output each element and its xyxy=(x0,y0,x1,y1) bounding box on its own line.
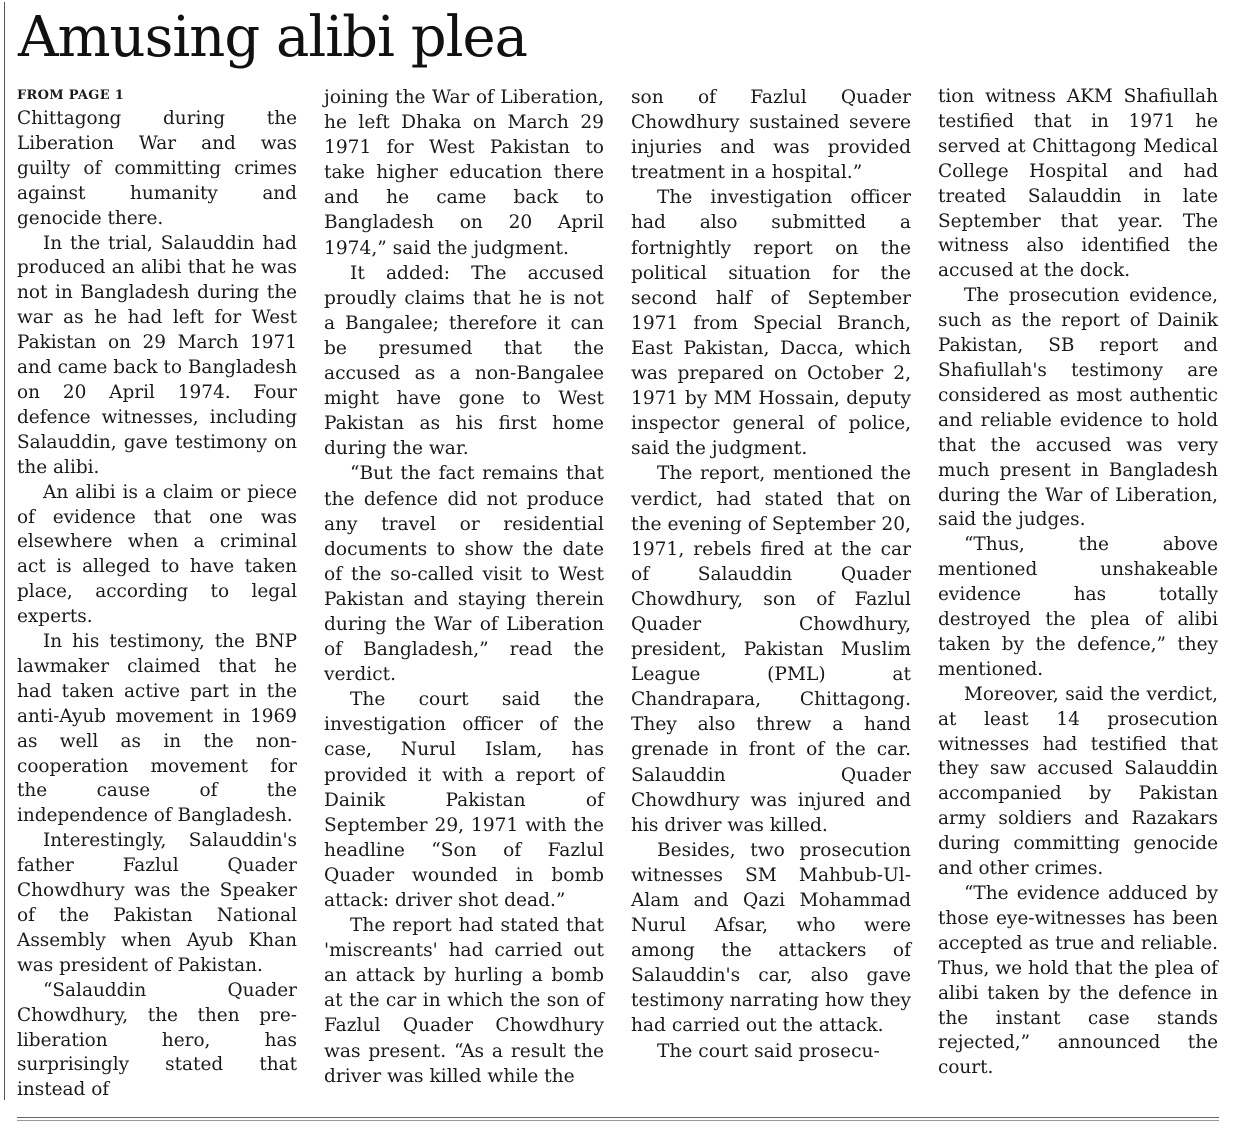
paragraph: The prosecution evidence, such as the report of Dainik Pakistan, SB report and Shafiullah's testimony are considered as most authentic and reliable evidence to hold that the accused was very much present in Bangladesh during the War of Liberation, said the judges. xyxy=(938,285,1218,531)
bottom-rule xyxy=(17,1120,1219,1121)
paragraph: tion witness AKM Shafiullah testified that in 1971 he served at Chittagong Medical College Hospital and had treated Salauddin in late September that year. The witness also identified the accused at the dock. xyxy=(938,86,1218,282)
paragraph: An alibi is a claim or piece of evidence that one was elsewhere when a criminal act is alleged to have taken place, according to legal experts. xyxy=(17,481,297,628)
article-column-3 xyxy=(631,85,911,1064)
from-page-label: FROM PAGE 1 xyxy=(17,88,125,103)
paragraph: joining the War of Liberation, he left Dhaka on March 29 1971 for West Pakistan to take higher education there and he came back to Bangladesh on 20 April 1974,” said the judgment. xyxy=(324,87,604,259)
article-column-1 xyxy=(17,85,297,1103)
paragraph: The report, mentioned the verdict, had stated that on the evening of September 20, 1971, rebels fired at the car of Salauddin Quader Chowdhury, son of Fazlul Quader Chowdhury, president, Pakistan Muslim League (PML) at Chandrapara, Chittagong. They also threw a hand grenade in front of the car. Salauddin Quader Chowdhury was injured and his driver was killed. xyxy=(631,463,911,836)
headline: Amusing alibi plea xyxy=(18,5,528,70)
paragraph: It added: The accused proudly claims that he is not a Bangalee; therefore it can be presumed that the accused as a non-Bangalee might have gone to West Pakistan as his first home during the war. xyxy=(324,262,604,460)
paragraph: Chittagong during the Liberation War and was guilty of committing crimes against humanity and genocide there. xyxy=(17,108,297,229)
paragraph: The investigation officer had also submitted a fortnightly report on the political situation for the second half of September 1971 from Special Branch, East Pakistan, Dacca, which was prepared on October 2, 1971 by MM Hossain, deputy inspector general of police, said the judgment. xyxy=(631,187,911,460)
left-column-rule xyxy=(4,2,5,1100)
paragraph: Interestingly, Salauddin's father Fazlul Quader Chowdhury was the Speaker of the Pakistan National Assembly when Ayub Khan was president of Pakistan. xyxy=(17,830,297,976)
bottom-rule xyxy=(17,1117,1219,1118)
paragraph: Besides, two prosecution witnesses SM Mahbub-Ul-Alam and Qazi Mohammad Nurul Afsar, who were among the attackers of Salauddin's car, also gave testimony narrating how they had carried out the attack. xyxy=(631,839,911,1037)
paragraph: son of Fazlul Quader Chowdhury sustained severe injuries and was provided treatment in a hospital.” xyxy=(631,87,911,184)
paragraph: Moreover, said the verdict, at least 14 prosecution witnesses had testified that they saw accused Salauddin accompanied by Pakistan army soldiers and Razakars during committing genocide and other crimes. xyxy=(938,683,1218,880)
paragraph: “The evidence adduced by those eye-witnesses has been accepted as true and reliable. Thus, we hold that the plea of alibi taken by the defence in the instant case stands rejected,” announced the court. xyxy=(938,883,1218,1079)
paragraph: In his testimony, the BNP lawmaker claimed that he had taken active part in the anti-Ayub movement in 1969 as well as in the non-cooperation movement for the cause of the independence of Bangladesh. xyxy=(17,631,297,827)
paragraph: “Thus, the above mentioned unshakeable evidence has totally destroyed the plea of alibi taken by the defence,” they mentioned. xyxy=(938,534,1218,680)
paragraph: The report had stated that 'miscreants' had carried out an attack by hurling a bomb at the car in which the son of Fazlul Quader Chowdhury was present. “As a result the driver was killed while the xyxy=(324,915,604,1087)
article-column-2 xyxy=(324,85,604,1089)
paragraph: “But the fact remains that the defence did not produce any travel or residential documents to show the date of the so-called visit to West Pakistan and staying therein during the War of Liberation of Bangladesh,” read the verdict. xyxy=(324,463,604,686)
paragraph: The court said the investigation officer of the case, Nurul Islam, has provided it with a report of Dainik Pakistan of September 29, 1971 with the headline “Son of Fazlul Quader wounded in bomb attack: driver shot dead.” xyxy=(324,689,604,911)
paragraph: In the trial, Salauddin had produced an alibi that he was not in Bangladesh during the war as he had left for West Pakistan on 29 March 1971 and came back to Bangladesh on 20 April 1974. Four defence witnesses, including Salauddin, gave testimony on the alibi. xyxy=(17,232,297,478)
article-column-4 xyxy=(938,85,1218,1081)
paragraph: The court said prosecu- xyxy=(657,1040,880,1062)
paragraph: “Salauddin Quader Chowdhury, the then pre-liberation hero, has surprisingly stated that instead of xyxy=(17,979,297,1101)
